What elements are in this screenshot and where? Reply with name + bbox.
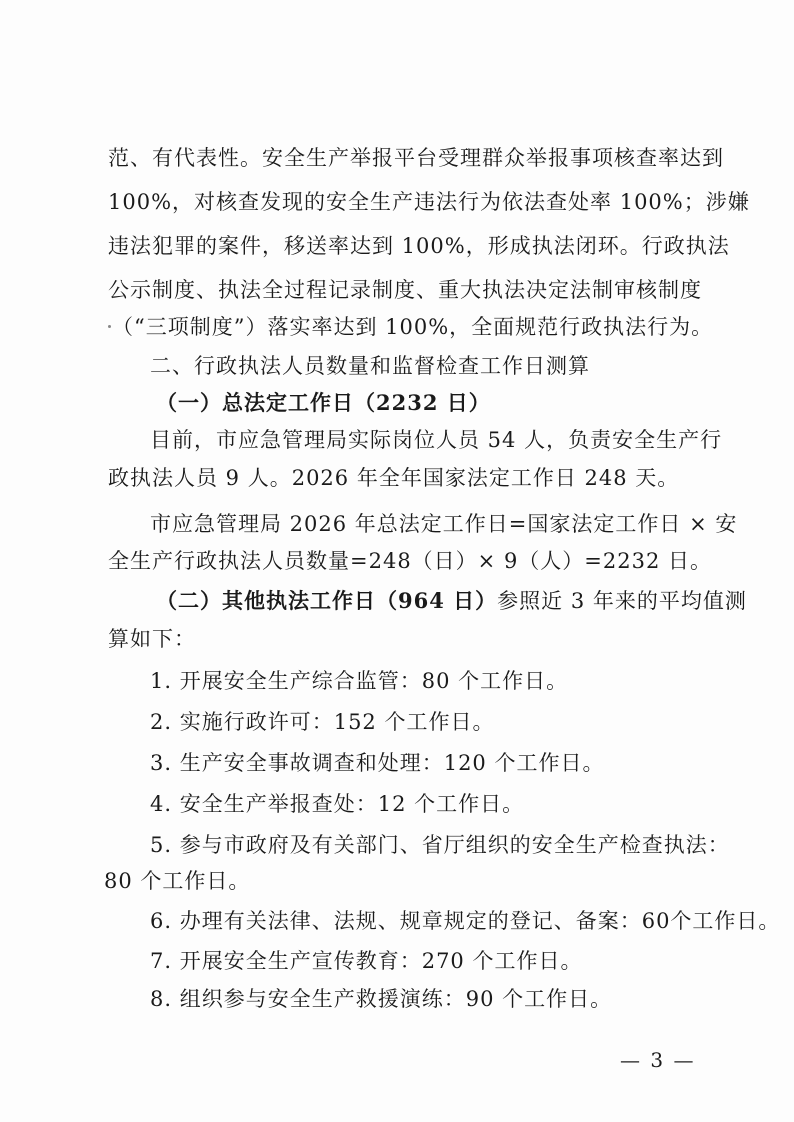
sub1-paragraph-2-line-2: 全生产行政执法人员数量=248（日）× 9（人）=2232 日。 xyxy=(108,549,713,573)
body-line-1: 范、有代表性。安全生产举报平台受理群众举报事项核查率达到 xyxy=(108,146,724,170)
list-item-3: 3. 生产安全事故调查和处理：120 个工作日。 xyxy=(150,751,605,775)
subsection-1-title: （一）总法定工作日（2232 日） xyxy=(156,390,491,415)
list-item-5: 5. 参与市政府及有关部门、省厅组织的安全生产检查执法： xyxy=(150,833,730,857)
subsection-2-tail: 参照近 3 年来的平均值测 xyxy=(497,589,747,613)
subsection-2-line-1 xyxy=(156,586,747,616)
body-line-5: （“三项制度”）落实率达到 100%，全面规范行政执法行为。 xyxy=(112,315,714,339)
subsection-2-line-2: 算如下： xyxy=(108,627,196,651)
list-item-1: 1. 开展安全生产综合监管：80 个工作日。 xyxy=(150,669,569,693)
list-item-5-continued: 80 个工作日。 xyxy=(104,869,251,893)
page-number: — 3 — xyxy=(620,1048,696,1072)
list-item-4: 4. 安全生产举报查处：12 个工作日。 xyxy=(150,792,525,816)
sub1-paragraph-1-line-2: 政执法人员 9 人。2026 年全年国家法定工作日 248 天。 xyxy=(108,466,680,490)
body-line-3: 违法犯罪的案件，移送率达到 100%，形成执法闭环。行政执法 xyxy=(108,234,730,258)
list-item-2: 2. 实施行政许可：152 个工作日。 xyxy=(150,710,495,734)
sub1-paragraph-1-line-1: 目前，市应急管理局实际岗位人员 54 人，负责安全生产行 xyxy=(150,428,723,452)
body-line-4: 公示制度、执法全过程记录制度、重大执法决定法制审核制度 xyxy=(108,278,702,302)
section-2-title: 二、行政执法人员数量和监督检查工作日测算 xyxy=(150,354,590,378)
subsection-2-title: （二）其他执法工作日（964 日） xyxy=(156,588,498,613)
body-line-2: 100%，对核查发现的安全生产违法行为依法查处率 100%；涉嫌 xyxy=(108,190,750,214)
list-item-7: 7. 开展安全生产宣传教育：270 个工作日。 xyxy=(150,949,583,973)
list-item-8: 8. 组织参与安全生产救援演练：90 个工作日。 xyxy=(150,987,613,1011)
sub1-paragraph-2-line-1: 市应急管理局 2026 年总法定工作日=国家法定工作日 × 安 xyxy=(150,512,738,536)
list-item-6: 6. 办理有关法律、法规、规章规定的登记、备案：60个工作日。 xyxy=(150,909,781,933)
scan-dot xyxy=(108,325,111,328)
